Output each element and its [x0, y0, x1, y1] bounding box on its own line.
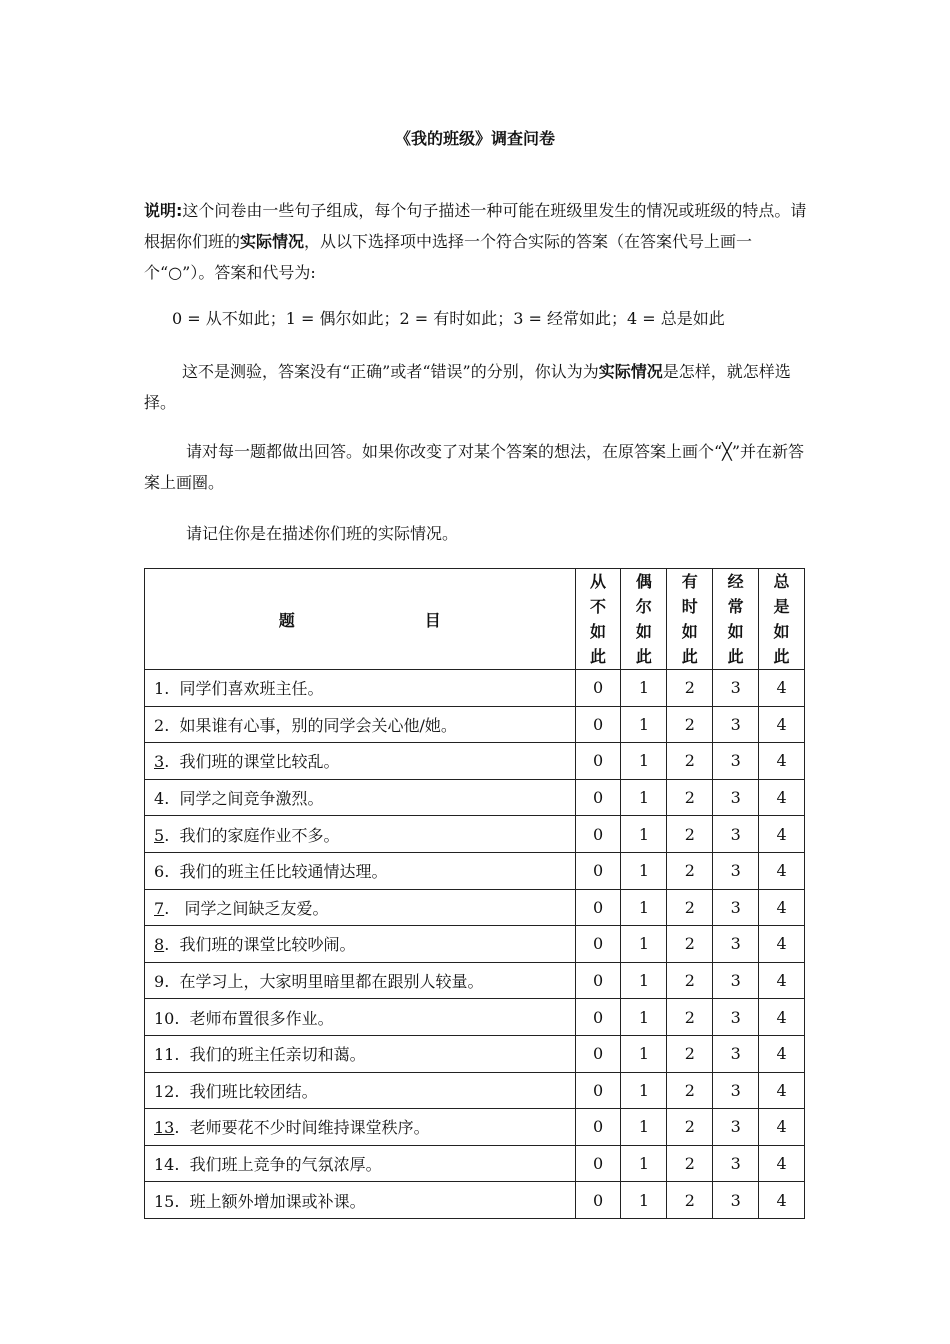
answer-option-0[interactable]: 0: [575, 999, 621, 1036]
answer-option-4[interactable]: 4: [759, 816, 805, 853]
answer-option-0[interactable]: 0: [575, 816, 621, 853]
question-text: 同学之间竞争激烈。: [179, 789, 324, 809]
answer-option-1[interactable]: 1: [621, 1109, 667, 1146]
page-title: 《我的班级》调查问卷: [394, 129, 555, 148]
answer-option-1[interactable]: 1: [621, 1035, 667, 1072]
answer-option-4[interactable]: 4: [759, 926, 805, 963]
answer-option-4[interactable]: 4: [759, 999, 805, 1036]
answer-option-3[interactable]: 3: [713, 1145, 759, 1182]
answer-option-1[interactable]: 1: [621, 670, 667, 707]
answer-option-4[interactable]: 4: [759, 1072, 805, 1109]
question-cell: 1. 同学们喜欢班主任。: [145, 670, 576, 707]
option-header-never: 从不如此: [575, 569, 621, 670]
answer-option-4[interactable]: 4: [759, 670, 805, 707]
answer-option-4[interactable]: 4: [759, 1035, 805, 1072]
table-row: [145, 852, 805, 889]
not-a-test-emphasis: 实际情况: [598, 362, 663, 381]
answer-option-3[interactable]: 3: [713, 743, 759, 780]
answer-option-1[interactable]: 1: [621, 706, 667, 743]
answer-option-4[interactable]: 4: [759, 1109, 805, 1146]
question-number: 12: [154, 1081, 175, 1101]
not-a-test-text-b: 是怎样，就怎样选择。: [144, 362, 791, 412]
answer-option-0[interactable]: 0: [575, 670, 621, 707]
question-text: 我们的家庭作业不多。: [179, 825, 340, 845]
table-row: [145, 816, 805, 853]
answer-option-2[interactable]: 2: [667, 1145, 713, 1182]
answer-option-3[interactable]: 3: [713, 962, 759, 999]
question-number: 3: [154, 752, 165, 772]
answer-option-2[interactable]: 2: [667, 852, 713, 889]
question-text: 我们的班主任亲切和蔼。: [189, 1045, 366, 1065]
table-row: [145, 1072, 805, 1109]
question-text: 同学们喜欢班主任。: [179, 679, 324, 699]
question-text: 老师要花不少时间维持课堂秩序。: [189, 1118, 430, 1138]
question-cell: 4. 同学之间竞争激烈。: [145, 779, 576, 816]
table-row: [145, 962, 805, 999]
answer-option-4[interactable]: 4: [759, 706, 805, 743]
answer-option-3[interactable]: 3: [713, 999, 759, 1036]
question-text: 班上额外增加课或补课。: [189, 1191, 366, 1211]
answer-option-4[interactable]: 4: [759, 1182, 805, 1219]
answer-option-0[interactable]: 0: [575, 926, 621, 963]
answer-option-2[interactable]: 2: [667, 962, 713, 999]
answer-option-4[interactable]: 4: [759, 743, 805, 780]
answer-option-3[interactable]: 3: [713, 926, 759, 963]
answer-option-0[interactable]: 0: [575, 706, 621, 743]
answer-option-0[interactable]: 0: [575, 852, 621, 889]
not-a-test-text-a: 这不是测验，答案没有“正确”或者“错误”的分别，你认为为: [182, 362, 599, 381]
answer-option-2[interactable]: 2: [667, 706, 713, 743]
question-number: 6: [154, 862, 165, 882]
question-cell: 7. 同学之间缺乏友爱。: [145, 889, 576, 926]
answer-option-1[interactable]: 1: [621, 1182, 667, 1219]
question-number: 10: [154, 1008, 175, 1028]
answer-option-1[interactable]: 1: [621, 852, 667, 889]
answer-option-1[interactable]: 1: [621, 1072, 667, 1109]
questionnaire-table: [144, 568, 805, 1219]
question-cell: 3. 我们班的课堂比较乱。: [145, 743, 576, 780]
table-row: [145, 670, 805, 707]
question-text: 老师布置很多作业。: [189, 1008, 334, 1028]
question-number: 5: [154, 825, 165, 845]
question-number: 15: [154, 1191, 175, 1211]
answer-option-2[interactable]: 2: [667, 1072, 713, 1109]
answer-option-1[interactable]: 1: [621, 962, 667, 999]
answer-option-4[interactable]: 4: [759, 852, 805, 889]
question-cell: 10. 老师布置很多作业。: [145, 999, 576, 1036]
not-a-test-paragraph: [144, 356, 808, 418]
answer-option-2[interactable]: 2: [667, 1182, 713, 1219]
answer-option-3[interactable]: 3: [713, 670, 759, 707]
change-answer-paragraph: 请对每一题都做出回答。如果你改变了对某个答案的想法，在原答案上画个“╳”并在新答案上画圈。: [144, 442, 804, 492]
question-text: 在学习上，大家明里暗里都在跟别人较量。: [179, 972, 484, 992]
instructions-text-a: 这个问卷由一些句子组成，每个句子描述一种可能在班级里发生的情况或班级的特点。请根据你们班的: [144, 201, 807, 251]
answer-option-3[interactable]: 3: [713, 706, 759, 743]
table-row: [145, 926, 805, 963]
answer-option-3[interactable]: 3: [713, 816, 759, 853]
answer-option-4[interactable]: 4: [759, 962, 805, 999]
question-number: 8: [154, 935, 165, 955]
question-number: 13: [154, 1118, 175, 1138]
answer-option-3[interactable]: 3: [713, 1072, 759, 1109]
answer-option-2[interactable]: 2: [667, 1035, 713, 1072]
answer-option-0[interactable]: 0: [575, 1182, 621, 1219]
table-row: [145, 1182, 805, 1219]
answer-option-2[interactable]: 2: [667, 816, 713, 853]
question-number: 2: [154, 715, 165, 735]
question-cell: 8. 我们班的课堂比较吵闹。: [145, 926, 576, 963]
question-cell: 12. 我们班比较团结。: [145, 1072, 576, 1109]
instructions-text-b: ，从以下选择项中选择一个符合实际的答案（在答案代号上画一个“○”）。答案和代号为:: [144, 232, 753, 282]
topic-header: [145, 569, 576, 670]
instructions-colon: :: [176, 201, 183, 220]
answer-option-3[interactable]: 3: [713, 1109, 759, 1146]
table-row: [145, 1035, 805, 1072]
answer-option-0[interactable]: 0: [575, 1072, 621, 1109]
question-cell: 5. 我们的家庭作业不多。: [145, 816, 576, 853]
reminder-paragraph: 请记住你是在描述你们班的实际情况。: [186, 524, 459, 543]
answer-option-2[interactable]: 2: [667, 670, 713, 707]
answer-option-2[interactable]: 2: [667, 779, 713, 816]
instructions-label: 说明: [144, 201, 177, 220]
answer-option-0[interactable]: 0: [575, 1145, 621, 1182]
question-cell: 15. 班上额外增加课或补课。: [145, 1182, 576, 1219]
table-row: [145, 889, 805, 926]
topic-header-char-1: 题: [278, 610, 295, 630]
question-cell: 2. 如果谁有心事，别的同学会关心他/她。: [145, 706, 576, 743]
question-cell: 9. 在学习上，大家明里暗里都在跟别人较量。: [145, 962, 576, 999]
answer-option-4[interactable]: 4: [759, 1145, 805, 1182]
option-header-sometimes: 有时如此: [667, 569, 713, 670]
answer-option-0[interactable]: 0: [575, 743, 621, 780]
answer-option-3[interactable]: 3: [713, 1182, 759, 1219]
answer-option-0[interactable]: 0: [575, 1109, 621, 1146]
question-number: 4: [154, 789, 165, 809]
answer-option-3[interactable]: 3: [713, 889, 759, 926]
table-row: [145, 1109, 805, 1146]
instructions-paragraph: [144, 195, 808, 288]
answer-option-1[interactable]: 1: [621, 926, 667, 963]
question-text: 我们班的课堂比较吵闹。: [179, 935, 356, 955]
instructions-emphasis: 实际情况: [240, 232, 305, 251]
table-header-row: [145, 569, 805, 670]
topic-header-char-2: 目: [424, 610, 441, 630]
question-cell: 14. 我们班上竞争的气氛浓厚。: [145, 1145, 576, 1182]
question-text: 我们的班主任比较通情达理。: [179, 862, 388, 882]
question-text: 如果谁有心事，别的同学会关心他/她。: [179, 715, 457, 735]
answer-option-2[interactable]: 2: [667, 743, 713, 780]
question-number: 9: [154, 972, 165, 992]
option-header-occasionally: 偶尔如此: [621, 569, 667, 670]
answer-option-0[interactable]: 0: [575, 779, 621, 816]
question-text: 我们班上竞争的气氛浓厚。: [189, 1155, 382, 1175]
table-row: [145, 1145, 805, 1182]
answer-option-2[interactable]: 2: [667, 999, 713, 1036]
option-header-often: 经常如此: [713, 569, 759, 670]
answer-option-4[interactable]: 4: [759, 889, 805, 926]
answer-option-1[interactable]: 1: [621, 743, 667, 780]
answer-option-1[interactable]: 1: [621, 1145, 667, 1182]
question-cell: 13. 老师要花不少时间维持课堂秩序。: [145, 1109, 576, 1146]
question-number: 14: [154, 1155, 175, 1175]
question-cell: 6. 我们的班主任比较通情达理。: [145, 852, 576, 889]
question-text: 我们班比较团结。: [189, 1081, 318, 1101]
answer-option-2[interactable]: 2: [667, 926, 713, 963]
question-number: 1: [154, 679, 165, 699]
answer-option-3[interactable]: 3: [713, 852, 759, 889]
table-row: [145, 706, 805, 743]
answer-option-3[interactable]: 3: [713, 779, 759, 816]
table-row: [145, 743, 805, 780]
answer-option-1[interactable]: 1: [621, 889, 667, 926]
answer-codes: 0 = 从不如此；1 = 偶尔如此；2 = 有时如此；3 = 经常如此；4 = 总是如此: [172, 309, 725, 328]
answer-option-1[interactable]: 1: [621, 779, 667, 816]
question-number: 11: [154, 1045, 175, 1065]
answer-option-0[interactable]: 0: [575, 889, 621, 926]
answer-option-1[interactable]: 1: [621, 816, 667, 853]
answer-option-2[interactable]: 2: [667, 889, 713, 926]
answer-option-2[interactable]: 2: [667, 1109, 713, 1146]
question-text: 同学之间缺乏友爱。: [179, 898, 329, 918]
table-row: [145, 779, 805, 816]
question-number: 7: [154, 898, 165, 918]
answer-option-0[interactable]: 0: [575, 962, 621, 999]
answer-option-0[interactable]: 0: [575, 1035, 621, 1072]
question-text: 我们班的课堂比较乱。: [179, 752, 340, 772]
table-row: [145, 999, 805, 1036]
option-header-always: 总是如此: [759, 569, 805, 670]
question-cell: 11. 我们的班主任亲切和蔼。: [145, 1035, 576, 1072]
answer-option-1[interactable]: 1: [621, 999, 667, 1036]
answer-option-4[interactable]: 4: [759, 779, 805, 816]
answer-option-3[interactable]: 3: [713, 1035, 759, 1072]
